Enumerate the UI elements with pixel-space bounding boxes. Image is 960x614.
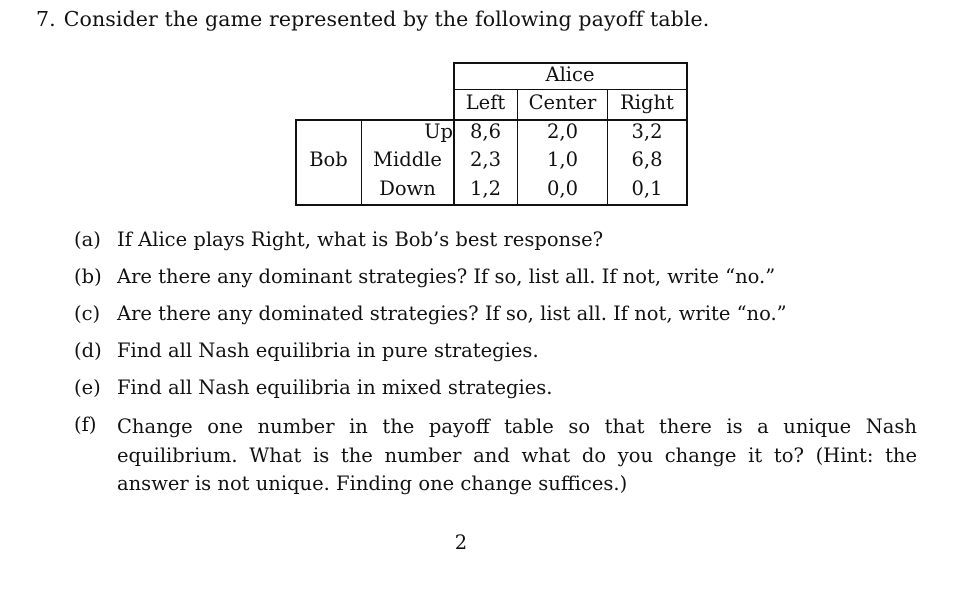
payoff-cell: 2,0 <box>546 120 578 143</box>
payoff-cell: 3,2 <box>631 120 663 143</box>
problem-stem-text: Consider the game represented by the following payoff table. <box>63 7 710 31</box>
part-text: Are there any dominated strategies? If so, list all. If not, write “no.” <box>117 302 787 325</box>
payoff-cell: 0,1 <box>631 177 663 200</box>
column-strategy-center: Center <box>528 91 597 114</box>
row-strategy-down: Down <box>379 177 436 200</box>
payoff-cell: 2,3 <box>469 148 501 171</box>
payoff-cell: 1,0 <box>546 148 578 171</box>
column-strategy-right: Right <box>620 91 674 114</box>
table-line <box>453 62 688 64</box>
part-label: (c) <box>74 302 101 325</box>
payoff-cell: 1,2 <box>469 177 501 200</box>
part-label: (b) <box>74 265 102 288</box>
problem-number: 7. <box>36 7 56 31</box>
part-label: (a) <box>74 228 101 251</box>
part-text: If Alice plays Right, what is Bob’s best response? <box>117 228 604 251</box>
problem-statement <box>36 7 709 31</box>
page-number: 2 <box>454 531 468 554</box>
table-line <box>453 62 455 205</box>
table-line <box>607 89 608 205</box>
table-line <box>361 119 362 205</box>
part-label: (f) <box>74 413 97 436</box>
row-strategy-middle: Middle <box>373 148 442 171</box>
payoff-cell: 8,6 <box>469 120 501 143</box>
row-strategy-up: Up <box>424 120 453 143</box>
payoff-cell: 0,0 <box>546 177 578 200</box>
table-line <box>453 89 688 90</box>
part-label: (d) <box>74 339 102 362</box>
part-text: Are there any dominant strategies? If so, list all. If not, write “no.” <box>117 265 776 288</box>
table-line <box>295 119 688 121</box>
column-strategy-left: Left <box>465 91 506 114</box>
part-text: Find all Nash equilibria in mixed strategies. <box>117 376 553 399</box>
part-text: Find all Nash equilibria in pure strategies. <box>117 339 539 362</box>
table-line <box>295 119 297 205</box>
column-player-label: Alice <box>545 63 595 86</box>
table-line <box>295 204 688 206</box>
payoff-cell: 6,8 <box>631 148 663 171</box>
row-player-label: Bob <box>309 148 348 171</box>
table-line <box>517 89 518 205</box>
part-label: (e) <box>74 376 101 399</box>
table-line <box>686 62 688 205</box>
part-text: Change one number in the payoff table so that there is a unique Nash equilibrium. What is the number and what do you change it to? (Hint: the answer is not unique. Finding one change suffices.) <box>117 415 917 495</box>
